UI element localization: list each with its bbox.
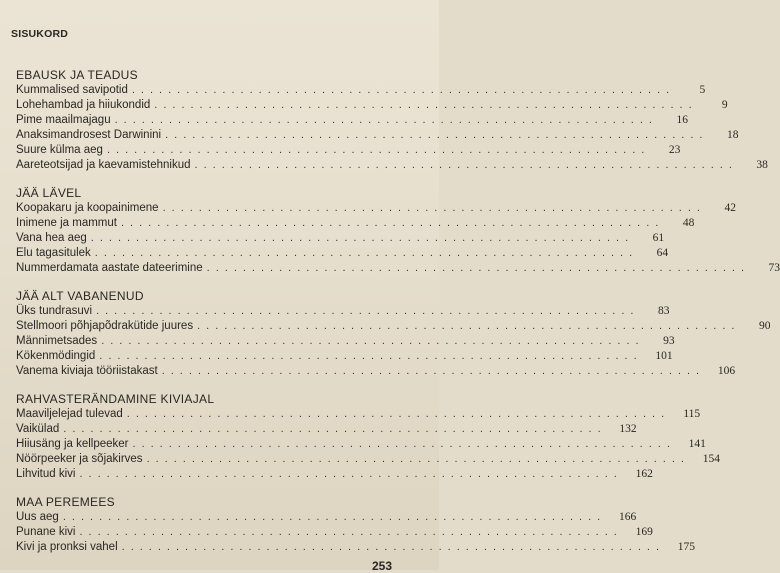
toc-entry [16,437,706,452]
section-title: JÄÄ LÄVEL [16,186,82,200]
toc-entry [16,319,771,334]
entry-page: 9 [721,99,728,111]
entry-page: 73 [768,262,780,274]
dot-leader: ............................................................ [120,217,665,229]
toc-entry [16,83,706,98]
toc-entry [16,525,653,540]
entry-page: 93 [663,335,675,347]
toc-entry [16,334,675,349]
toc-section-4 [16,391,720,482]
toc-entry [16,158,768,173]
dot-leader: ............................................................ [106,144,651,156]
toc-section-3 [16,288,771,379]
section-title: JÄÄ ALT VABANENUD [16,289,144,303]
entry-title: Inimene ja mammut [16,217,117,229]
dot-leader: ............................................................ [94,247,639,259]
dot-leader: ............................................................ [154,99,698,111]
dot-leader: ............................................................ [90,232,635,244]
toc-entry [16,231,665,246]
entry-title: Lihvitud kivi [16,468,76,480]
entry-page: 42 [724,202,736,214]
toc-entry [16,349,673,364]
table-of-contents [16,67,780,567]
dot-leader: ............................................................ [131,84,676,96]
toc-entry [16,143,681,158]
entry-page: 90 [758,320,771,332]
entry-title: Anaksimandrosest Darwinini [16,129,162,141]
toc-entry [16,113,688,128]
section-title: MAA PEREMEES [16,495,115,509]
entry-title: Suure külma aeg [16,144,103,156]
entry-title: Vana hea aeg [16,232,87,244]
entry-title: Hiiusäng ja kellpeeker [16,438,129,450]
entry-title: Vaikülad [16,423,60,435]
toc-entry [16,246,669,261]
toc-section-2 [16,185,780,276]
dot-leader: ............................................................ [99,350,643,362]
toc-entry [16,364,736,379]
dot-leader: ............................................................ [96,305,640,317]
toc-entry [16,261,780,276]
entry-title: Üks tundrasuvi [16,305,93,317]
page-heading: SISUKORD [11,28,69,40]
entry-title: Aareteotsijad ja kaevamistehnikud [16,159,191,171]
entry-page: 23 [668,144,681,156]
dot-leader: ............................................................ [161,365,706,377]
entry-title: Kökenmödingid [16,350,96,362]
entry-title: Maaviljelejad tulevad [16,408,123,420]
entry-title: Punane kivi [16,526,76,538]
entry-title: Kivi ja pronksi vahel [16,541,118,553]
entry-page: 169 [635,526,653,538]
section-title: RAHVASTERÄNDAMINE KIVIAJAL [16,392,215,406]
toc-section-1 [16,67,768,173]
toc-entry [16,467,653,482]
toc-entry [16,216,695,231]
entry-page: 48 [682,217,695,229]
entry-page: 5 [699,84,706,96]
toc-entry [16,422,637,437]
dot-leader: ............................................................ [101,335,645,347]
toc-entry [16,304,670,319]
toc-entry [16,540,696,555]
entry-page: 166 [618,511,637,523]
dot-leader: ............................................................ [165,129,709,141]
dot-leader: ............................................................ [146,453,690,465]
entry-page: 61 [652,232,665,244]
toc-entry [16,510,637,525]
toc-entry [16,201,736,216]
entry-title: Pime maailmajagu [16,114,111,126]
dot-leader: ............................................................ [79,468,623,480]
entry-title: Kummalised savipotid [16,84,128,96]
entry-title: Nummerdamata aastate dateerimine [16,262,203,274]
toc-section-5 [16,494,696,555]
dot-leader: ............................................................ [63,423,607,435]
dot-leader: ............................................................ [114,114,658,126]
entry-page: 64 [656,247,669,259]
dot-leader: ............................................................ [206,262,751,274]
entry-title: Männimetsades [16,335,98,347]
dot-leader: ............................................................ [194,159,738,171]
entry-page: 132 [619,423,637,435]
section-title: EBAUSK JA TEADUS [16,68,138,82]
toc-entry [16,98,728,113]
entry-page: 154 [702,453,720,465]
entry-page: 141 [688,438,706,450]
entry-page: 16 [676,114,688,126]
entry-page: 175 [677,541,696,553]
entry-title: Vanema kiviaja tööriistakast [16,365,158,377]
dot-leader: ............................................................ [79,526,623,538]
entry-page: 38 [756,159,768,171]
entry-title: Elu tagasitulek [16,247,91,259]
entry-title: Stellmoori põhjapõdrakütide juures [16,320,194,332]
entry-title: Uus aeg [16,511,59,523]
entry-page: 18 [726,129,739,141]
toc-entry [16,407,701,422]
dot-leader: ............................................................ [162,202,706,214]
entry-page: 101 [655,350,673,362]
page-number: 253 [372,559,393,573]
toc-entry [16,452,720,467]
entry-title: Nöörpeeker ja sõjakirves [16,453,143,465]
entry-title: Lohehambad ja hiiukondid [16,99,151,111]
dot-leader: ............................................................ [197,320,741,332]
dot-leader: ............................................................ [121,541,666,553]
dot-leader: ............................................................ [62,511,607,523]
dot-leader: ............................................................ [126,408,671,420]
dot-leader: ............................................................ [132,438,676,450]
toc-entry [16,128,739,143]
entry-page: 162 [635,468,653,480]
entry-title: Koopakaru ja koopainimene [16,202,159,214]
entry-page: 106 [717,365,736,377]
entry-page: 115 [683,408,701,420]
entry-page: 83 [657,305,670,317]
